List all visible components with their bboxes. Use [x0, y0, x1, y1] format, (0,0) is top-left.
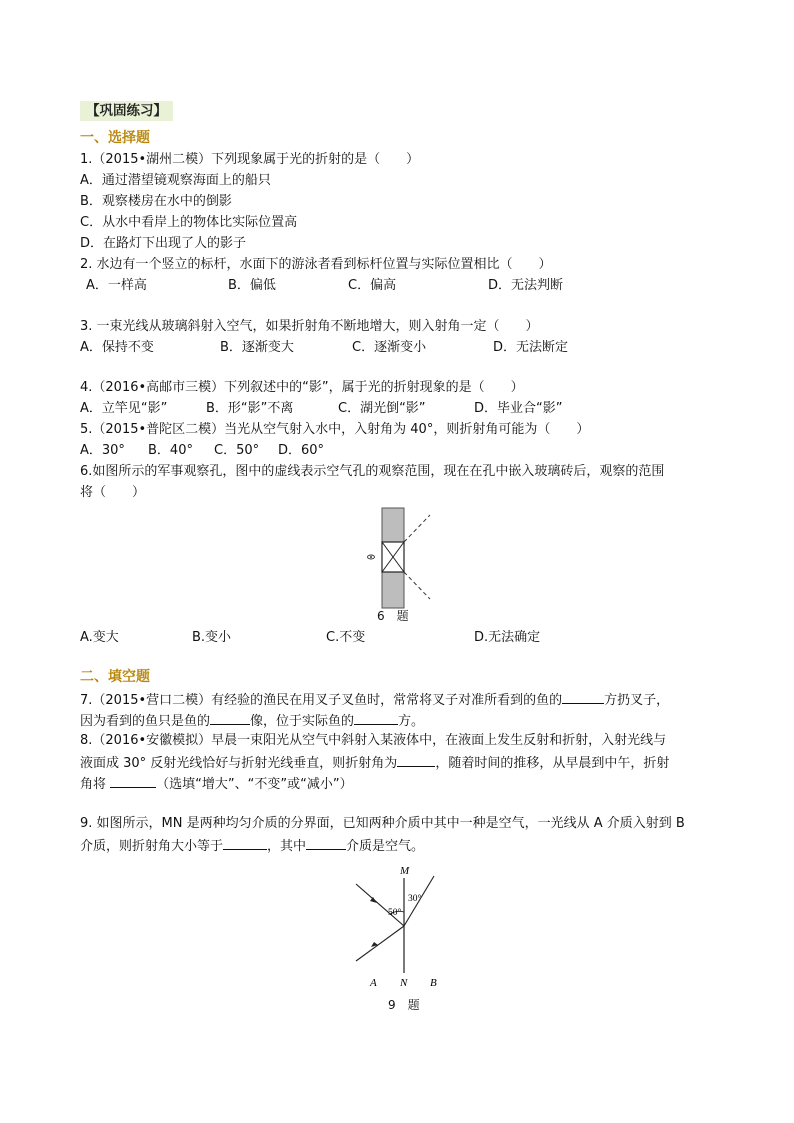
q3-option-d: D．无法断定	[493, 340, 569, 355]
q6-stem-line2: 将（ ）	[80, 485, 146, 500]
q3-option-c: C．逐渐变小	[352, 340, 427, 355]
q7-line2	[80, 711, 424, 731]
q7-line1	[80, 690, 669, 710]
label-a: A	[370, 977, 377, 989]
q8-blank-1[interactable]	[397, 753, 435, 767]
view-range-lower-line	[404, 572, 430, 599]
q2-option-d: D．无法判断	[488, 278, 564, 293]
q1-stem: 1.（2015•湖州二模）下列现象属于光的折射的是（ ）	[80, 152, 420, 167]
angle-50-label: 50°	[388, 908, 402, 918]
label-b: B	[430, 977, 437, 989]
q7-blank-2[interactable]	[210, 711, 250, 725]
q9-text-2: ，其中	[267, 839, 307, 854]
q5-option-b: B．40°	[148, 443, 193, 458]
q3-option-b: B．逐渐变大	[220, 340, 294, 355]
q9-blank-2[interactable]	[306, 836, 346, 850]
q7-text-2: 方扔叉子，	[604, 693, 670, 708]
q2-option-c: C．偏高	[348, 278, 397, 293]
q8-line3	[80, 774, 353, 794]
q4-option-c: C．湖光倒“影”	[338, 401, 426, 416]
q2-stem: 2. 水边有一个竖立的标杆，水面下的游泳者看到标杆位置与实际位置相比（ ）	[80, 257, 552, 272]
q8-line2	[80, 753, 669, 773]
q6-figure-caption: 6 题	[377, 609, 409, 623]
q7-blank-1[interactable]	[562, 690, 604, 704]
q9-line1: 9. 如图所示，MN 是两种均匀介质的分界面，已知两种介质中其中一种是空气，一光线从 A 介质入射到 B	[80, 816, 685, 831]
q6-option-b: B.变小	[192, 630, 232, 645]
q9-line2	[80, 836, 424, 856]
view-range-upper-line	[404, 515, 430, 542]
part2-heading: 二、填空题	[80, 669, 150, 685]
q8-text-3: 角将	[80, 777, 107, 792]
part1-heading: 一、选择题	[80, 130, 150, 146]
q7-blank-3[interactable]	[354, 711, 398, 725]
incident-ray-arrow	[370, 897, 377, 903]
q5-option-c: C．50°	[214, 443, 260, 458]
q4-option-a: A．立竿见“影”	[80, 401, 168, 416]
q4-option-b: B．形“影”不离	[206, 401, 294, 416]
q8-text-2: ，随着时间的推移，从早晨到中午，折射	[435, 756, 670, 771]
q2-option-a: A．一样高	[86, 278, 147, 293]
q7-text-5: 方。	[398, 714, 425, 729]
q6-option-c: C.不变	[326, 630, 366, 645]
second-ray	[356, 926, 404, 961]
angle-30-label: 30°	[408, 894, 422, 904]
q1-option-d: D．在路灯下出现了人的影子	[80, 236, 247, 251]
label-n: N	[400, 977, 408, 989]
incident-ray	[356, 884, 404, 926]
q8-text-4: （选填“增大”、“不变”或“减小”）	[156, 777, 353, 792]
q5-stem: 5.（2015•普陀区二模）当光从空气射入水中，入射角为 40°，则折射角可能为（ ）	[80, 422, 590, 437]
q9-blank-1[interactable]	[223, 836, 267, 850]
q9-figure-refraction	[340, 858, 460, 996]
q1-option-b: B．观察楼房在水中的倒影	[80, 194, 232, 209]
q6-option-d: D.无法确定	[474, 630, 541, 645]
label-m: M	[400, 865, 410, 877]
q2-option-b: B．偏低	[228, 278, 276, 293]
q1-option-a: A．通过潜望镜观察海面上的船只	[80, 173, 271, 188]
q9-text-3: 介质是空气。	[346, 839, 425, 854]
q8-text-1: 液面成 30° 反射光线恰好与折射光线垂直，则折射角为	[80, 756, 398, 771]
q4-stem: 4.（2016•高邮市三模）下列叙述中的“影”，属于光的折射现象的是（ ）	[80, 380, 524, 395]
q9-figure-caption: 9 题	[388, 998, 420, 1012]
q7-text-4: 像，位于实际鱼的	[250, 714, 355, 729]
q7-text-3: 因为看到的鱼只是鱼的	[80, 714, 211, 729]
q7-text-1: 7.（2015•营口二模）有经验的渔民在用叉子叉鱼时，常常将叉子对准所看到的鱼的	[80, 693, 563, 708]
q8-line1: 8.（2016•安徽模拟）早晨一束阳光从空气中斜射入某液体中，在液面上发生反射和折射，入射光线与	[80, 733, 667, 748]
q6-option-a: A.变大	[80, 630, 119, 645]
q3-option-a: A．保持不变	[80, 340, 154, 355]
q1-option-c: C．从水中看岸上的物体比实际位置高	[80, 215, 298, 230]
eye-icon	[368, 555, 375, 559]
q4-option-d: D．毕业合“影”	[474, 401, 563, 416]
q6-figure-observation-hole	[360, 505, 440, 613]
q5-option-d: D．60°	[278, 443, 325, 458]
section-title: 【巩固练习】	[80, 101, 173, 121]
q3-stem: 3. 一束光线从玻璃斜射入空气，如果折射角不断地增大，则入射角一定（ ）	[80, 319, 539, 334]
q8-blank-2[interactable]	[110, 774, 156, 788]
q9-text-1: 介质，则折射角大小等于	[80, 839, 224, 854]
q6-stem-line1: 6.如图所示的军事观察孔，图中的虚线表示空气孔的观察范围，现在在孔中嵌入玻璃砖后，观察的范围	[80, 464, 665, 479]
q5-option-a: A．30°	[80, 443, 125, 458]
